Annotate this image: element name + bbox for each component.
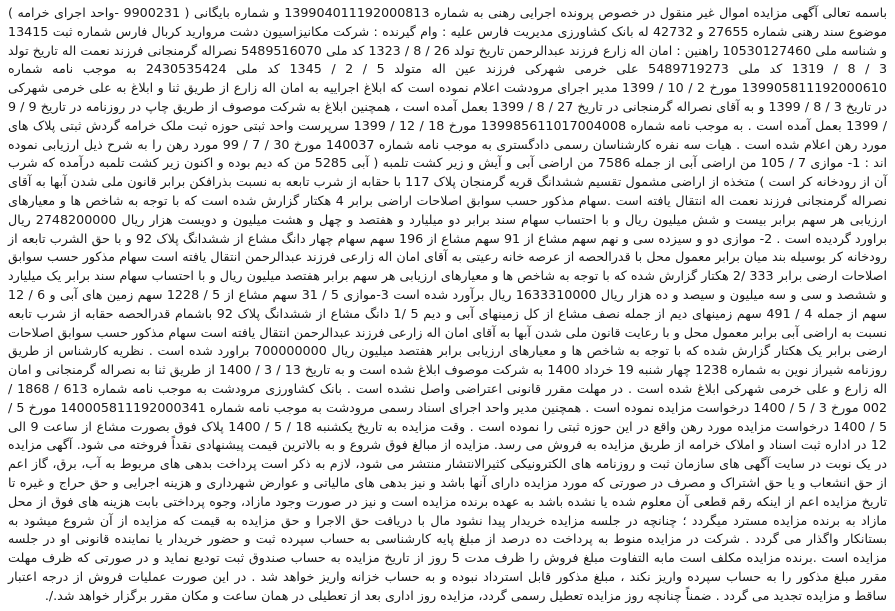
auction-notice-body: باسمه تعالی آگهی مزایده اموال غیر منقول در خصوص پرونده اجرایی رهنی به شماره 139904011192000813 و شماره بایگانی ( 9900231 -واحد اجرای خرامه ) موضوع سند رهنی شماره 27655 و 42732 له بانک کشاورزی مدیریت فارس علیه : وام گیرنده : شرکت مکانیزاسیون دشت مرواريد کربال فارس شماره ثبت 13415 و شناسه ملی 10530127460 راهنین : امان اله زارع فرزند عبدالرحمن تاریخ تولد 26 / 8 / 1323 کد ملی 5489516070 نصراله گرمنجانی فرزند نعمت اله تاریخ تولد 3 / 8 / 1319 کد ملی 5489719273 علی خرمی شهرکی فرزند عین اله متولد 5 / 2 / 1345 کد ملی 2430535424 به موجب نامه شماره 139905811192000610 مورخ 2 / 10 / 1399 مدیر اجرای مرودشت اعلام نموده است که ابلاغ اجراییه به امان اله زارع از طریق ثنا و ابلاغ به علی خرمی شهرکی در تاریخ 3 / 8 / 1399 و به آقای نصراله گرمنجانی در تاریخ 27 / 8 / 1399 بعمل آمده است ، همچنین ابلاغ به شرکت موصوف از طریق چاپ در روزنامه در تاریخ 9 / 9 / 1399 بعمل آمده است . به موجب نامه شماره 139985611017004008 مورخ 18 / 12 / 1399 سرپرست واحد ثبتی حوزه ثبت ملک خرامه گردش ثبتی پلاک های مورد رهن اعلام شده است . هیات سه نفره کارشناسان رسمی دادگستری به موجب نامه شماره 140037 مورخ 30 / 7 / 99 مورد رهن را به شرح ذیل ارزیابی نموده اند : 1- موازی 7 / 105 من اراضی آبی از جمله 7586 من اراضی آبی و آیش و زیر کشت تلمبه ( آبی 5285 من که دیم بوده و اکنون زیر کشت تلمبه درآمده که شرب آن از رودخانه کر است ) متخذه از اراضی مشمول تقسیم ششدانگ قریه گرمنجان پلاک 117 با حقابه از شرب تابعه به نسبت بذرافکن برابر قانون ملی شدن آبها به آقای نصراله گرمنجانی فرزند نعمت اله انتقال یافته است .سهام مذکور حسب سوابق اصلاحات اراضی برابر 4 هکتار گزارش شده است که با توجه به شاخص ها و معیارهای ارزیابی هر سهم برابر بیست و شش میلیون ریال و با احتساب سهام سند برابر دو میلیارد و هفتصد و چهل و هشت میلیون و دویست هزار ریال 2748200000 ریال براورد گردیده است . 2- موازی دو و سیزده سی و نهم سهم مشاع از 91 سهم مشاع از 196 سهم سهام چهار دانگ مشاع از ششدانگ پلاک 92 و با حق الشرب تابعه از رودخانه کر بوسیله بند میان برابر معمول محل با قدرالحصه از عرصه خانه رعیتی به آقای امان اله زارعی فرزند عبدالرحمن انتقال یافته است سهام مذکور حسب سوابق اصلاحات ارضی برابر 333 /2 هکتار گزارش شده که با توجه به شاخص ها و معیارهای ارزیابی هر سهم برابر هفتصد میلیون ریال و با احتساب سهام سند برابر یک میلیارد و ششصد و سی و سه میلیون و سیصد و ده هزار ریال 1633310000 ریال برآورد شده است 3-موازی 5 / 31 سهم مشاع از 5 / 1228 سهم زمین های آبی و 6 / 12 سهم از جمله 4 / 491 سهم زمینهای دیم از جمله نصف مشاع از کل زمینهای آبی و دیم 5 /1 دانگ مشاع از ششدانگ پلاک 92 باشمام قدرالحصه حقابه از شرب تابعه نسبت به اراضی آبی برابر معمول محل و با رعایت قانون ملی شدن آبها به آقای امان اله زارعی فرزند عبدالرحمن انتقال یافته است سهام مذکور حسب سوابق اصلاحات ارضی برابر یک هکتار گزارش شده که با توجه به شاخص ها و معیارهای ارزیابی برابر هفتصد میلیون ریال 700000000 براورد شده است . نظریه کارشناس از طریق روزنامه شیراز نوین به شماره 1238 چهار شنبه 19 خرداد 1400 به شرکت موصوف ابلاغ شده است و به تاریخ 13 / 3 / 1400 از طریق ثنا به نصراله گرمنجانی و امان اله زارع و علی خرمی شهرکی ابلاغ شده است . در مهلت مقرر قانونی اعتراضی واصل نشده است . بانک کشاورزی مرودشت به موجب نامه شماره 613 / 1868 / 002 مورخ 3 / 5 / 1400 درخواست مزایده نموده است . همچنین مدیر واحد اجرای اسناد رسمی مرودشت به موجب نامه شماره 140005811192000341 مورخ 5 / 5 / 1400 درخواست مزایده مورد رهن واقع در این حوزه ثبتی را نموده است . وقت مزایده به تاریخ یکشنبه 18 / 5 / 1400 پلاک فوق بصورت مشاع از ساعت 9 الی 12 در اداره ثبت اسناد و املاک خرامه از طریق مزایده به فروش می رسد. مزایده از مبالغ فوق شروع و به بالاترین قیمت پیشنهادی نقداً فروخته می شود. آگهی مزایده در یک نوبت در سایت آگهی های سازمان ثبت و روزنامه های الکترونیکی کثیرالانتشار منتشر می شود، لازم به ذکر است پرداخت بدهی های مربوط به آب، برق، گاز اعم از حق انشعاب و یا حق اشتراک و مصرف در صورتی که مورد مزایده دارای آنها باشد و نیز بدهی های مالیاتی و عوارض شهرداری و هزینه اجرایی و حق حراج و غیره تا تاریخ مزایده اعم از اینکه رقم قطعی آن معلوم شده یا نشده باشد به عهده برنده مزایده است و نیز در صورت وجود مازاد، وجوه پرداختی بابت هزینه های فوق از محل مازاد به برنده مزایده مسترد میگردد ؛ چنانچه در جلسه مزایده خریدار پیدا نشود مال با دریافت حق الاجرا و حق مزایده به قیمت که مزایده از آن شروع میشود به بستانکار واگذار می گردد . شرکت در مزایده منوط به پرداخت ده درصد از مبلغ پایه کارشناسی به حساب سپرده ثبت و حضور خریدار یا نماینده قانونی او در جلسه مزایده است .برنده مزایده مکلف است مابه التفاوت مبلغ فروش را ظرف مدت 5 روز از تاریخ مزایده به حساب صندوق ثبت تودیع نماید و در صورتی که ظرف مهلت مقرر مبلغ مذکور را به حساب سپرده واریز نکند ، مبلغ مذکور قابل استرداد نبوده و به حساب خزانه واریز خواهد شد . در این صورت عملیات فروش از درجه اعتبار ساقط و مزایده تجدید می گردد . ضمناً چنانچه روز مزایده تعطیل رسمی گردد، مزایده روز اداری بعد از تعطیلی در همان ساعت و مکان مقرر برگزار خواهد شد./. bbox=[8, 5, 888, 603]
